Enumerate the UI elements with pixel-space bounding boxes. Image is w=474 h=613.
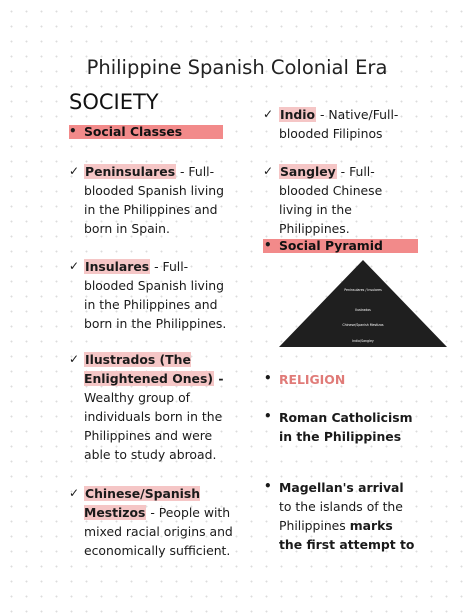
list-item <box>84 257 234 333</box>
list-item <box>84 162 234 238</box>
list-item <box>279 105 419 143</box>
list-item <box>279 162 419 238</box>
pyramid-level-2: Ilustrados <box>355 308 371 312</box>
magellan-arrival: Magellan's arrival <box>279 480 404 495</box>
bullet-icon: • <box>69 124 77 138</box>
checkmark-icon: ✓ <box>263 164 274 178</box>
social-pyramid-heading: Social Pyramid <box>279 238 383 253</box>
term-mestizos: Chinese/Spanish Mestizos <box>84 486 201 520</box>
desc-insulares: - Full-blooded Spanish living in the Philippines and born in the Philippines. <box>84 259 227 331</box>
bullet-icon: • <box>264 371 272 385</box>
term-ilustrados: Ilustrados (The Enlightened Ones) <box>84 352 214 386</box>
checkmark-icon: ✓ <box>263 107 274 121</box>
list-item <box>279 478 419 554</box>
pyramid-level-1: Peninsulares / Insulares <box>344 288 382 292</box>
pyramid-shape <box>279 260 447 347</box>
checkmark-icon: ✓ <box>69 352 80 366</box>
term-sangley: Sangley <box>280 164 336 179</box>
checkmark-icon: ✓ <box>69 259 80 273</box>
checkmark-icon: ✓ <box>69 486 80 500</box>
list-item <box>84 350 232 464</box>
list-item <box>84 484 234 560</box>
first-attempt: marks the first attempt to <box>279 518 415 552</box>
page-title: Philippine Spanish Colonial Era <box>86 56 388 79</box>
pyramid-level-3: Chinese/Spanish Mestizos <box>342 323 384 327</box>
bullet-icon: • <box>264 479 272 493</box>
desc-indio: - Native/Full-blooded Filipinos <box>279 107 399 141</box>
desc-ilustrados: Wealthy group of individuals born in the Philippines and were able to study abroad. <box>84 390 223 462</box>
checkmark-icon: ✓ <box>69 164 80 178</box>
term-peninsulares: Peninsulares <box>85 164 176 179</box>
term-insulares: Insulares <box>85 259 150 274</box>
term-separator: - <box>214 371 224 386</box>
religion-heading: RELIGION <box>279 372 346 387</box>
desc-sangley: - Full-blooded Chinese living in the Philippines. <box>279 164 383 236</box>
bullet-icon: • <box>264 238 272 252</box>
social-pyramid-diagram <box>279 260 447 348</box>
desc-peninsulares: - Full-blooded Spanish living in the Philippines and born in Spain. <box>84 164 225 236</box>
social-classes-heading: Social Classes <box>84 124 183 139</box>
list-item <box>279 408 419 446</box>
section-heading: SOCIETY <box>69 90 159 114</box>
religion-item-1: Roman Catholicism in the Philippines <box>279 410 413 444</box>
religion-item-2-text: to the islands of the Philippines <box>279 499 403 533</box>
bullet-icon: • <box>264 409 272 423</box>
desc-mestizos: - People with mixed racial origins and economically sufficient. <box>84 505 233 558</box>
pyramid-level-4: Indio/Sangley <box>352 339 374 343</box>
term-indio: Indio <box>280 107 316 122</box>
